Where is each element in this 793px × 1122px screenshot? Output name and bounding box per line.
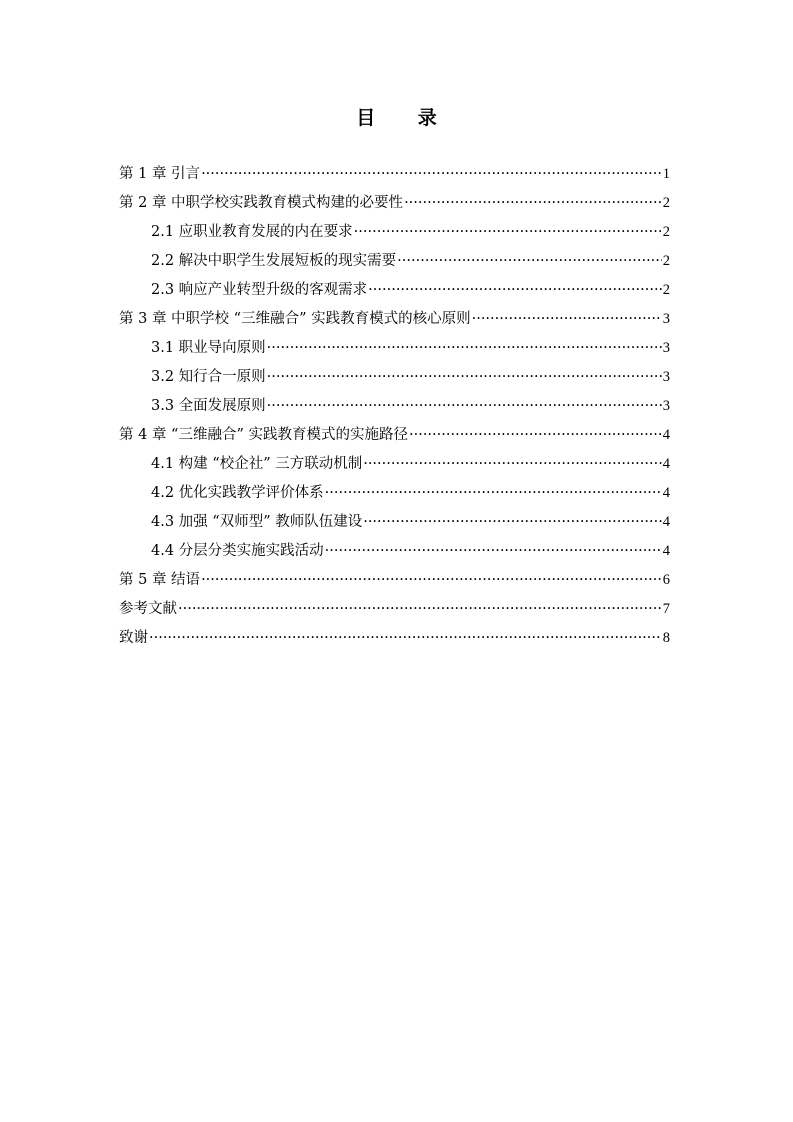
toc-entry-references[interactable] — [119, 595, 670, 624]
toc-entry-section-3-3[interactable] — [119, 392, 670, 421]
toc-page-number: 4 — [662, 543, 670, 559]
dot-leader — [472, 305, 662, 334]
dot-leader — [354, 218, 662, 247]
toc-entry-section-3-2[interactable] — [119, 363, 670, 392]
dot-leader — [267, 334, 662, 363]
dot-leader — [267, 363, 662, 392]
toc-page-number: 1 — [662, 166, 670, 182]
toc-entry-section-2-3[interactable] — [119, 276, 670, 305]
dot-leader — [201, 566, 662, 595]
toc-page-number: 3 — [662, 369, 670, 385]
toc-entry-label: 3.2 知行合一原则 — [151, 369, 266, 385]
toc-page-number: 8 — [662, 630, 670, 646]
toc-page-number: 4 — [662, 514, 670, 530]
dot-leader — [368, 276, 662, 305]
toc-entry-label: 第 4 章 “三维融合” 实践教育模式的实施路径 — [119, 427, 408, 443]
toc-entry-label: 4.2 优化实践教学评价体系 — [151, 485, 324, 501]
toc-entry-chapter-5[interactable] — [119, 566, 670, 595]
toc-entry-section-4-3[interactable] — [119, 508, 670, 537]
toc-entry-label: 2.2 解决中职学生发展短板的现实需要 — [151, 253, 397, 269]
dot-leader — [404, 189, 662, 218]
toc-page-number: 4 — [662, 485, 670, 501]
toc-entry-section-4-1[interactable] — [119, 450, 670, 479]
dot-leader — [397, 247, 662, 276]
dot-leader — [149, 624, 662, 653]
toc-entry-chapter-4[interactable] — [119, 421, 670, 450]
table-of-contents — [119, 160, 670, 653]
toc-page-number: 7 — [662, 601, 670, 617]
toc-entry-label: 3.3 全面发展原则 — [151, 398, 266, 414]
dot-leader — [267, 392, 662, 421]
toc-page-number: 3 — [662, 311, 670, 327]
toc-entry-chapter-3[interactable] — [119, 305, 670, 334]
toc-entry-section-2-1[interactable] — [119, 218, 670, 247]
toc-entry-label: 第 3 章 中职学校 “三维融合” 实践教育模式的核心原则 — [119, 311, 471, 327]
toc-entry-label: 第 2 章 中职学校实践教育模式构建的必要性 — [119, 195, 404, 211]
toc-entry-acknowledgements[interactable] — [119, 624, 670, 653]
dot-leader — [178, 595, 662, 624]
toc-entry-chapter-2[interactable] — [119, 189, 670, 218]
dot-leader — [325, 537, 662, 566]
toc-entry-section-4-2[interactable] — [119, 479, 670, 508]
toc-entry-label: 4.3 加强 “双师型” 教师队伍建设 — [151, 514, 363, 530]
toc-page-number: 2 — [662, 195, 670, 211]
toc-entry-label: 第 1 章 引言 — [119, 166, 201, 182]
toc-title: 目 录 — [356, 107, 455, 129]
toc-page-number: 3 — [662, 340, 670, 356]
dot-leader — [409, 421, 662, 450]
dot-leader — [201, 160, 662, 189]
toc-entry-section-3-1[interactable] — [119, 334, 670, 363]
toc-entry-section-2-2[interactable] — [119, 247, 670, 276]
toc-entry-label: 2.1 应职业教育发展的内在要求 — [151, 224, 353, 240]
dot-leader — [363, 508, 662, 537]
toc-entry-label: 2.3 响应产业转型升级的客观需求 — [151, 282, 368, 298]
toc-entry-label: 致谢 — [119, 630, 148, 646]
toc-page-number: 6 — [662, 572, 670, 588]
toc-page-number: 4 — [662, 456, 670, 472]
toc-page-number: 2 — [662, 253, 670, 269]
toc-entry-label: 参考文献 — [119, 601, 177, 617]
toc-page-number: 2 — [662, 224, 670, 240]
toc-entry-label: 第 5 章 结语 — [119, 572, 201, 588]
dot-leader — [363, 450, 662, 479]
toc-page-number: 2 — [662, 282, 670, 298]
toc-entry-label: 4.1 构建 “校企社” 三方联动机制 — [151, 456, 363, 472]
toc-entry-label: 4.4 分层分类实施实践活动 — [151, 543, 324, 559]
toc-page-number: 4 — [662, 427, 670, 443]
toc-page-number: 3 — [662, 398, 670, 414]
toc-entry-chapter-1[interactable] — [119, 160, 670, 189]
dot-leader — [325, 479, 662, 508]
toc-entry-section-4-4[interactable] — [119, 537, 670, 566]
toc-entry-label: 3.1 职业导向原则 — [151, 340, 266, 356]
